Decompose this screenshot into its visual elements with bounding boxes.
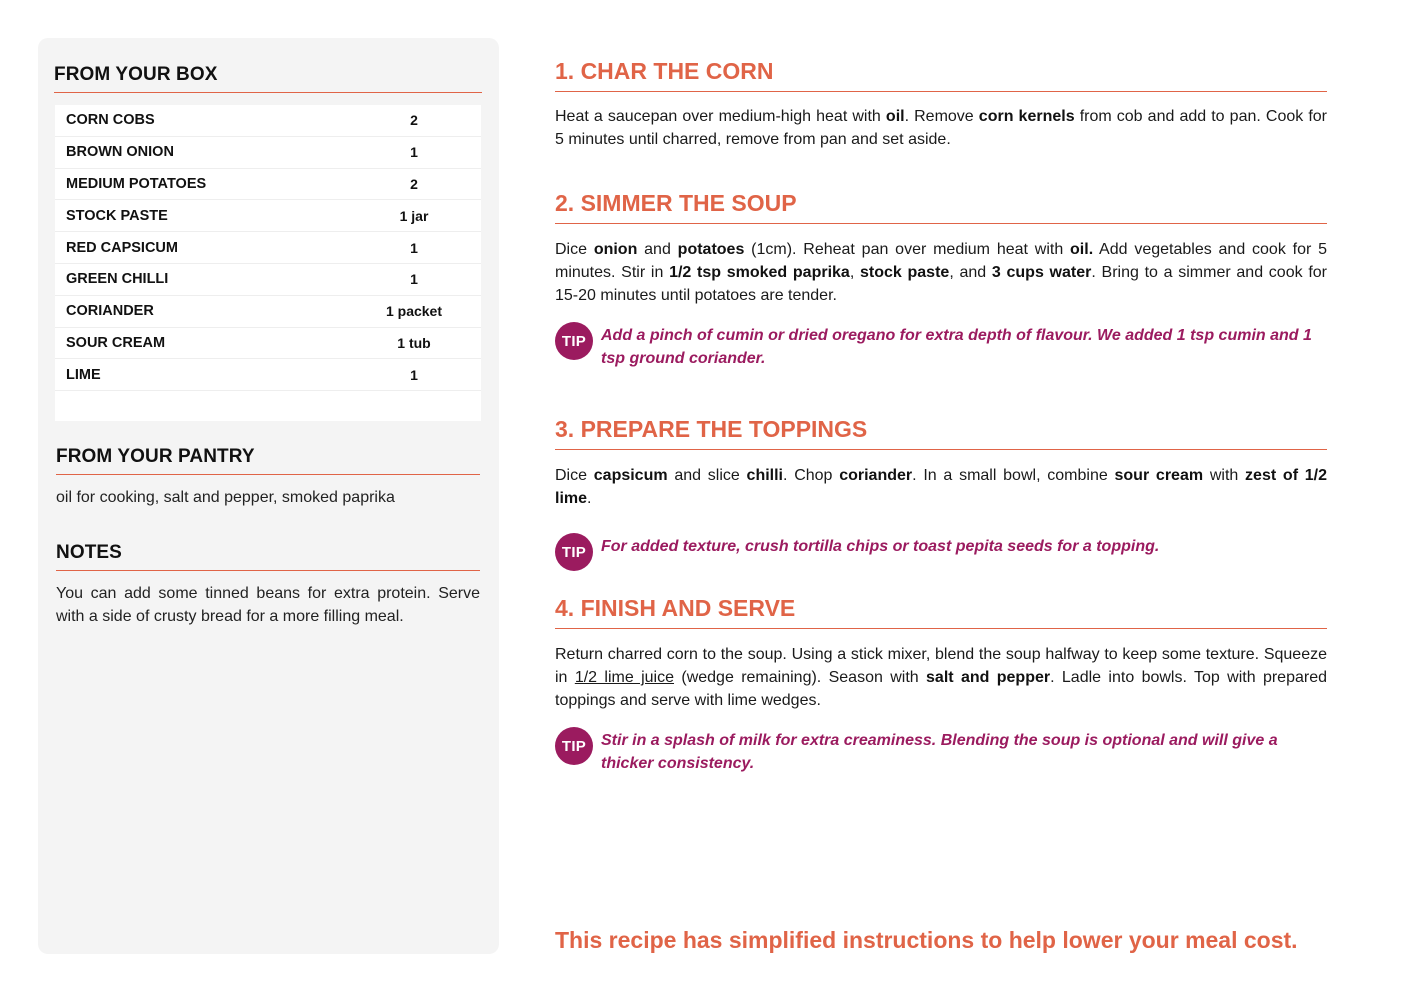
- tip-badge: TIP: [555, 533, 593, 571]
- ingredient-qty: 1 packet: [385, 303, 443, 320]
- ingredient-qty: 1: [410, 271, 418, 288]
- text-segment: , and: [949, 264, 992, 281]
- table-row: [55, 137, 481, 169]
- step-1-text: [555, 105, 1327, 151]
- table-row: [55, 296, 481, 328]
- text-segment: from cob and add to pan. Cook for 5 minutes until charred, remove from pan and set aside.: [555, 108, 1328, 148]
- ingredient-name: GREEN CHILLI: [66, 271, 169, 288]
- bold-term: chilli: [746, 467, 783, 484]
- text-segment: and: [637, 241, 678, 258]
- ingredient-qty: 2: [410, 112, 418, 129]
- table-row: [55, 169, 481, 201]
- text-segment: with: [1203, 467, 1246, 484]
- ingredient-qty: 1: [410, 239, 418, 256]
- tip-text: Stir in a splash of milk for extra creaminess. Blending the soup is optional and will give a thicker consistency.: [601, 732, 1278, 772]
- footer-note: This recipe has simplified instructions to help lower your meal cost.: [555, 927, 1298, 953]
- notes-heading: NOTES: [56, 542, 480, 571]
- table-row: [55, 359, 481, 391]
- ingredient-name: MEDIUM POTATOES: [66, 175, 207, 192]
- ingredient-name: BROWN ONION: [66, 144, 174, 161]
- bold-term: oil: [885, 108, 905, 125]
- text-segment: Return charred corn to the soup. Using a stick mixer, blend the soup halfway to keep some texture. Squeeze in: [555, 646, 1327, 686]
- ingredient-qty: 2: [410, 175, 418, 192]
- bold-term: stock paste: [860, 264, 950, 281]
- text-segment: Heat a saucepan over medium-high heat with: [555, 108, 886, 125]
- ingredient-qty: 1: [410, 366, 418, 383]
- text-segment: . Chop: [783, 467, 840, 484]
- step-1-heading: 1. CHAR THE CORN: [555, 58, 1327, 92]
- text-segment: Dice: [555, 467, 594, 484]
- bold-term: onion: [593, 241, 638, 258]
- text-segment: . Ladle into bowls. Top with prepared toppings and serve with lime wedges.: [555, 669, 1328, 709]
- step-2-heading: 2. SIMMER THE SOUP: [555, 190, 1327, 224]
- ingredient-name: RED CAPSICUM: [66, 239, 178, 256]
- ingredient-qty: 1 jar: [399, 207, 429, 224]
- step-2-text: [555, 238, 1327, 307]
- text-segment: (wedge remaining). Season with: [674, 669, 927, 686]
- step-3-heading: 3. PREPARE THE TOPPINGS: [555, 416, 1327, 450]
- pantry-text: oil for cooking, salt and pepper, smoked paprika: [56, 489, 395, 506]
- tip-text: For added texture, crush tortilla chips or toast pepita seeds for a topping.: [601, 538, 1160, 555]
- text-segment: Dice: [555, 241, 594, 258]
- table-row: [55, 232, 481, 264]
- bold-term: sour cream: [1114, 467, 1204, 484]
- tip-badge: TIP: [555, 727, 593, 765]
- ingredient-name: CORN COBS: [66, 112, 155, 129]
- underlined-term: 1/2 lime juice: [574, 669, 675, 686]
- text-segment: Add vegetables and cook for 5 minutes. Stir in: [555, 241, 1328, 281]
- bold-term: 1/2 tsp smoked paprika: [669, 264, 850, 281]
- tip-text: Add a pinch of cumin or dried oregano for extra depth of flavour. We added 1 tsp cumin and 1 tsp ground coriander.: [601, 327, 1312, 367]
- table-row: [55, 105, 481, 137]
- text-segment: . In a small bowl, combine: [912, 467, 1115, 484]
- step-4-heading: 4. FINISH AND SERVE: [555, 595, 1327, 629]
- text-segment: . Remove: [904, 108, 979, 125]
- bold-term: potatoes: [677, 241, 745, 258]
- ingredient-name: STOCK PASTE: [66, 207, 168, 224]
- bold-term: oil.: [1070, 241, 1094, 258]
- text-segment: .: [587, 490, 592, 507]
- text-segment: ,: [849, 264, 860, 281]
- ingredients-sidebar: [38, 38, 499, 954]
- from-your-box-table: [55, 105, 481, 421]
- notes-text: You can add some tinned beans for extra protein. Serve with a side of crusty bread for a more filling meal.: [56, 585, 480, 625]
- ingredient-name: SOUR CREAM: [66, 334, 166, 351]
- ingredient-qty: 1 tub: [397, 334, 431, 351]
- bold-term: 3 cups water: [991, 264, 1092, 281]
- bold-term: salt and pepper: [926, 669, 1051, 686]
- table-row: [55, 200, 481, 232]
- bold-term: zest of 1/2 lime: [555, 467, 1328, 507]
- step-4-text: [555, 643, 1327, 712]
- tip-badge: TIP: [555, 322, 593, 360]
- table-row: [55, 264, 481, 296]
- text-segment: and slice: [667, 467, 747, 484]
- from-your-box-heading: FROM YOUR BOX: [54, 64, 482, 93]
- ingredient-name: LIME: [66, 366, 101, 383]
- text-segment: (1cm). Reheat pan over medium heat with: [744, 241, 1071, 258]
- bold-term: capsicum: [593, 467, 668, 484]
- step-3-text: [555, 464, 1327, 510]
- ingredient-name: CORIANDER: [66, 303, 154, 320]
- ingredient-qty: 1: [410, 144, 418, 161]
- bold-term: coriander: [839, 467, 913, 484]
- text-segment: . Bring to a simmer and cook for 15-20 minutes until potatoes are tender.: [555, 264, 1327, 304]
- bold-term: corn kernels: [978, 108, 1075, 125]
- from-your-pantry-heading: FROM YOUR PANTRY: [56, 446, 480, 475]
- table-row: [55, 328, 481, 360]
